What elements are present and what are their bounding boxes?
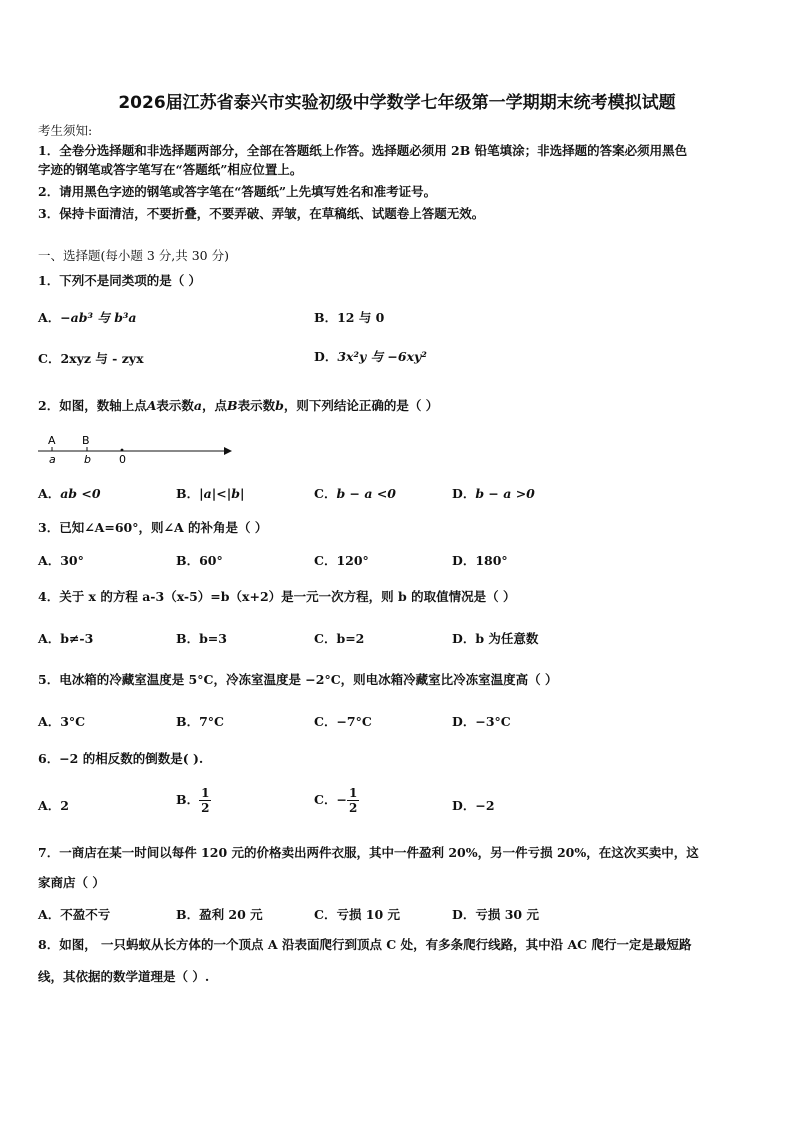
- fraction-one-half: $\frac{1}{2}$: [201, 786, 210, 815]
- q7-option-d: D．亏损 30 元: [452, 907, 539, 922]
- value-label-b: b: [84, 453, 91, 466]
- question-3-stem: 3．已知∠A=60°，则∠A 的补角是（ ）: [38, 520, 268, 535]
- q3-option-c: C．120°: [314, 553, 369, 568]
- arrow-head-icon: [224, 447, 232, 455]
- q2-option-d: D．b − a >0: [452, 486, 535, 501]
- q2-option-b: B．|a|<|b|: [176, 486, 245, 501]
- q5-option-d: D．−3°C: [452, 714, 511, 729]
- question-8-stem-line-1: 8．如图， 一只蚂蚁从长方体的一个顶点 A 沿表面爬行到顶点 C 处，有多条爬行线路，其中沿 AC 爬行一定是最短路: [38, 937, 692, 952]
- question-7-stem-line-1: 7．一商店在某一时间以每件 120 元的价格卖出两件衣服，其中一件盈利 20%，另一件亏损 20%，在这次买卖中，这: [38, 845, 699, 860]
- q3-option-b: B．60°: [176, 553, 223, 568]
- question-2-stem: 2．如图，数轴上点A表示数a，点B表示数b，则下列结论正确的是（ ）: [38, 398, 439, 413]
- q4-option-c: C．b=2: [314, 631, 365, 646]
- question-5-stem: 5．电冰箱的冷藏室温度是 5°C，冷冻室温度是 −2°C，则电冰箱冷藏室比冷冻室温度高（ ）: [38, 672, 558, 687]
- value-label-zero: 0: [119, 453, 126, 466]
- question-1-stem: 1．下列不是同类项的是（ ）: [38, 273, 202, 288]
- page-title: 2026届江苏省泰兴市实验初级中学数学七年级第一学期期末统考模拟试题: [118, 93, 676, 113]
- question-8-stem-line-2: 线，其依据的数学道理是（ ）.: [38, 969, 210, 984]
- point-label-b: B: [82, 434, 90, 447]
- fraction-one-half: $\frac{1}{2}$: [348, 786, 358, 815]
- q4-option-d: D．b 为任意数: [452, 631, 539, 646]
- question-7-stem-line-2: 家商店（ ）: [38, 875, 105, 890]
- q5-option-b: B．7°C: [176, 714, 224, 729]
- q2-option-a: A．ab <0: [38, 486, 101, 501]
- q5-option-a: A．3°C: [38, 714, 86, 729]
- notice-item-3: 3．保持卡面清洁，不要折叠，不要弄破、弄皱，在草稿纸、试题卷上答题无效。: [38, 206, 485, 221]
- q6-option-c: C．− $\frac{1}{2}$: [314, 786, 358, 815]
- q3-option-d: D．180°: [452, 553, 508, 568]
- number-line-figure: [36, 432, 236, 468]
- notice-item-1-line-1: 1．全卷分选择题和非选择题两部分，全部在答题纸上作答。选择题必须用 2B 铅笔填涂；非选择题的答案必须用黑色: [38, 143, 688, 158]
- section-heading: 一、选择题(每小题 3 分,共 30 分): [38, 248, 229, 263]
- q6-option-a: A．2: [38, 798, 69, 813]
- q1-option-c: C．2xyz 与 - zyx: [38, 351, 144, 366]
- q5-option-c: C．−7°C: [314, 714, 372, 729]
- tick-zero: [121, 449, 124, 452]
- q1-option-a: A．−ab³ 与 b³a: [38, 310, 137, 325]
- q1-option-d: D．3x²y 与 −6xy²: [314, 349, 427, 364]
- q7-option-b: B．盈利 20 元: [176, 907, 263, 922]
- q2-option-c: C．b − a <0: [314, 486, 396, 501]
- question-6-stem: 6．−2 的相反数的倒数是( ).: [38, 751, 204, 766]
- q6-option-b: B． $\frac{1}{2}$: [176, 786, 210, 815]
- q1-option-b: B．12 与 0: [314, 310, 385, 325]
- q4-option-a: A．b≠-3: [38, 631, 94, 646]
- q3-option-a: A．30°: [38, 553, 84, 568]
- question-4-stem: 4．关于 x 的方程 a-3（x-5）=b（x+2）是一元一次方程，则 b 的取值情况是（ ）: [38, 589, 516, 604]
- q4-option-b: B．b=3: [176, 631, 227, 646]
- notice-item-2: 2．请用黑色字迹的钢笔或答字笔在“答题纸”上先填写姓名和准考证号。: [38, 184, 437, 199]
- q7-option-c: C．亏损 10 元: [314, 907, 401, 922]
- notice-item-1-line-2: 字迹的钢笔或答字笔写在“答题纸”相应位置上。: [38, 162, 303, 177]
- point-label-a: A: [48, 434, 56, 447]
- q7-option-a: A．不盈不亏: [38, 907, 111, 922]
- q6-option-d: D．−2: [452, 798, 495, 813]
- notice-heading: 考生须知:: [38, 123, 93, 138]
- value-label-a: a: [49, 453, 56, 466]
